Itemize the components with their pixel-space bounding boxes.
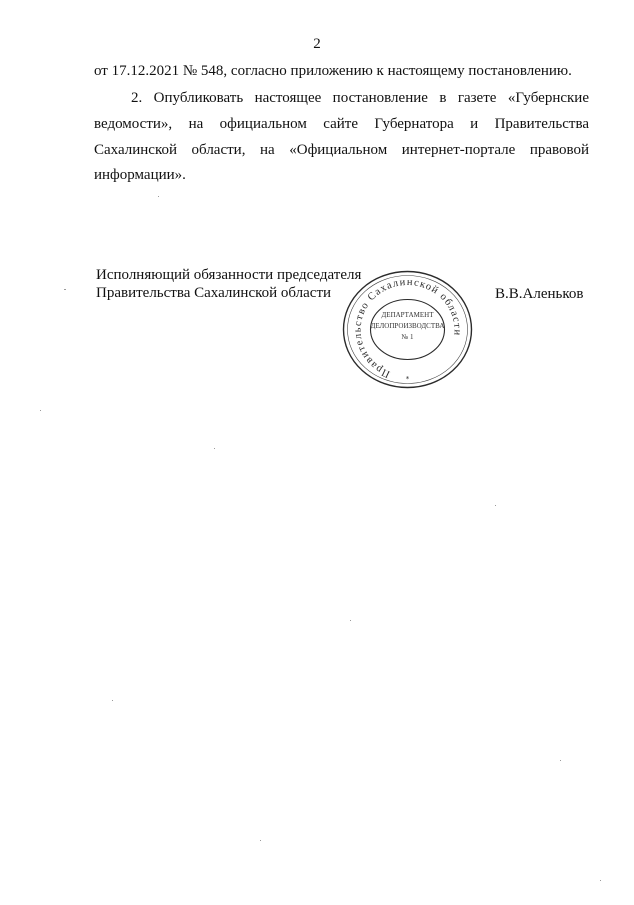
scan-speck	[495, 505, 496, 506]
signatory-position-line-2: Правительства Сахалинской области	[96, 285, 332, 301]
signatory-name: В.В.Аленьков	[495, 286, 584, 302]
seal-center-line-3: № 1	[401, 333, 414, 341]
paragraph-2-line-2: ведомости», на официальном сайте Губернатора и Правительства	[94, 116, 589, 132]
seal-center-line-2: ДЕЛОПРОИЗВОДСТВА	[370, 322, 445, 330]
scan-speck	[112, 700, 113, 701]
seal-star-icon: *	[405, 375, 410, 383]
signatory-position-line-1: Исполняющий обязанности председателя	[96, 267, 362, 283]
seal-center-line-1: ДЕПАРТАМЕНТ	[381, 311, 434, 319]
scan-speck	[40, 410, 41, 411]
page-number: 2	[313, 36, 321, 52]
paragraph-2-line-1: 2. Опубликовать настоящее постановление в газете «Губернские	[131, 90, 589, 106]
paragraph-2-line-3: Сахалинской области, на «Официальном интернет-портале правовой	[94, 142, 589, 158]
scan-speck	[64, 289, 66, 290]
scan-speck	[158, 196, 159, 197]
continuation-line: от 17.12.2021 № 548, согласно приложению к настоящему постановлению.	[94, 63, 572, 79]
scan-speck	[214, 448, 215, 449]
official-seal	[341, 269, 474, 390]
seal-ring-text: Правительство Сахалинской области	[352, 276, 463, 380]
scan-speck	[350, 620, 351, 621]
paragraph-2-line-4: информации».	[94, 167, 186, 183]
scan-speck	[260, 840, 261, 841]
scan-speck	[560, 760, 561, 761]
scan-speck	[600, 880, 601, 881]
